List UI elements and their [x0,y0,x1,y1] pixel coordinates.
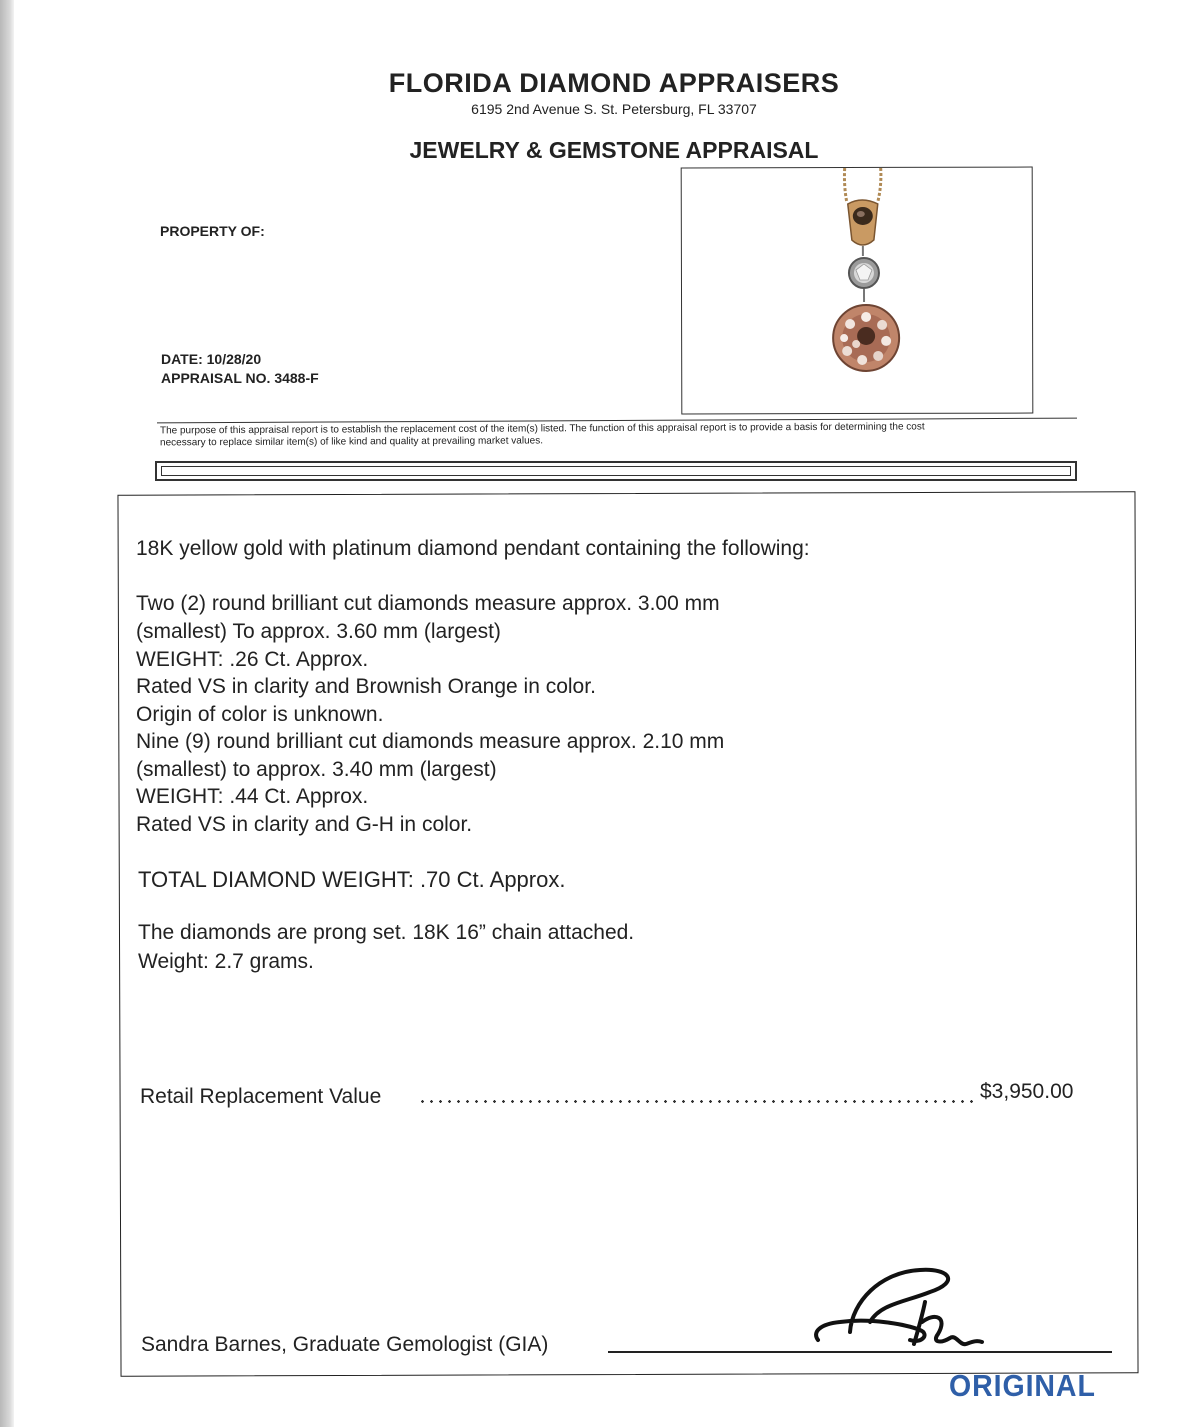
purpose-line-2: necessary to replace similar item(s) of like kind and quality at prevailing market values. [160,435,544,449]
appraisal-number-line: APPRAISAL NO. 3488-F [161,370,319,386]
company-address: 6195 2nd Avenue S. St. Petersburg, FL 33707 [471,101,757,117]
description-line: Nine (9) round brilliant cut diamonds measure approx. 2.10 mm [136,730,725,753]
document-title: JEWELRY & GEMSTONE APPRAISAL [409,137,819,163]
property-of-label: PROPERTY OF: [160,223,265,239]
jewelry-photo-frame [681,167,1034,415]
purpose-line-1: The purpose of this appraisal report is to establish the replacement cost of the item(s) listed. The function of this appraisal report is to provide a basis for determining the cost [159,421,925,437]
scan-edge [0,0,14,1427]
original-stamp: ORIGINAL [949,1368,1096,1403]
setting-line: Weight: 2.7 grams. [138,950,314,973]
purpose-statement [160,421,1080,450]
description-line: WEIGHT: .26 Ct. Approx. [136,648,369,671]
description-line: Two (2) round brilliant cut diamonds measure approx. 3.00 mm [136,592,720,615]
description-line: Origin of color is unknown. [136,703,384,726]
description-line: Rated VS in clarity and G-H in color. [136,813,473,836]
company-name: FLORIDA DIAMOND APPRAISERS [388,68,840,98]
retail-value-amount: $3,950.00 [980,1080,1074,1103]
dot-leader [418,1100,974,1103]
description-intro: 18K yellow gold with platinum diamond pendant containing the following: [136,537,810,560]
setting-line: The diamonds are prong set. 18K 16” chain attached. [138,921,635,944]
total-diamond-weight: TOTAL DIAMOND WEIGHT: .70 Ct. Approx. [138,867,566,892]
description-line: (smallest) to approx. 3.40 mm (largest) [136,758,497,781]
signer-name: Sandra Barnes, Graduate Gemologist (GIA) [141,1333,549,1356]
description-line: Rated VS in clarity and Brownish Orange in color. [136,675,596,698]
description-line: (smallest) To approx. 3.60 mm (largest) [136,620,501,643]
decorative-double-bar [155,461,1077,481]
handwritten-signature [810,1262,990,1362]
date-line: DATE: 10/28/20 [161,351,262,367]
pendant-photo [682,168,1033,414]
description-line: WEIGHT: .44 Ct. Approx. [136,785,369,808]
retail-value-label: Retail Replacement Value [140,1085,382,1108]
